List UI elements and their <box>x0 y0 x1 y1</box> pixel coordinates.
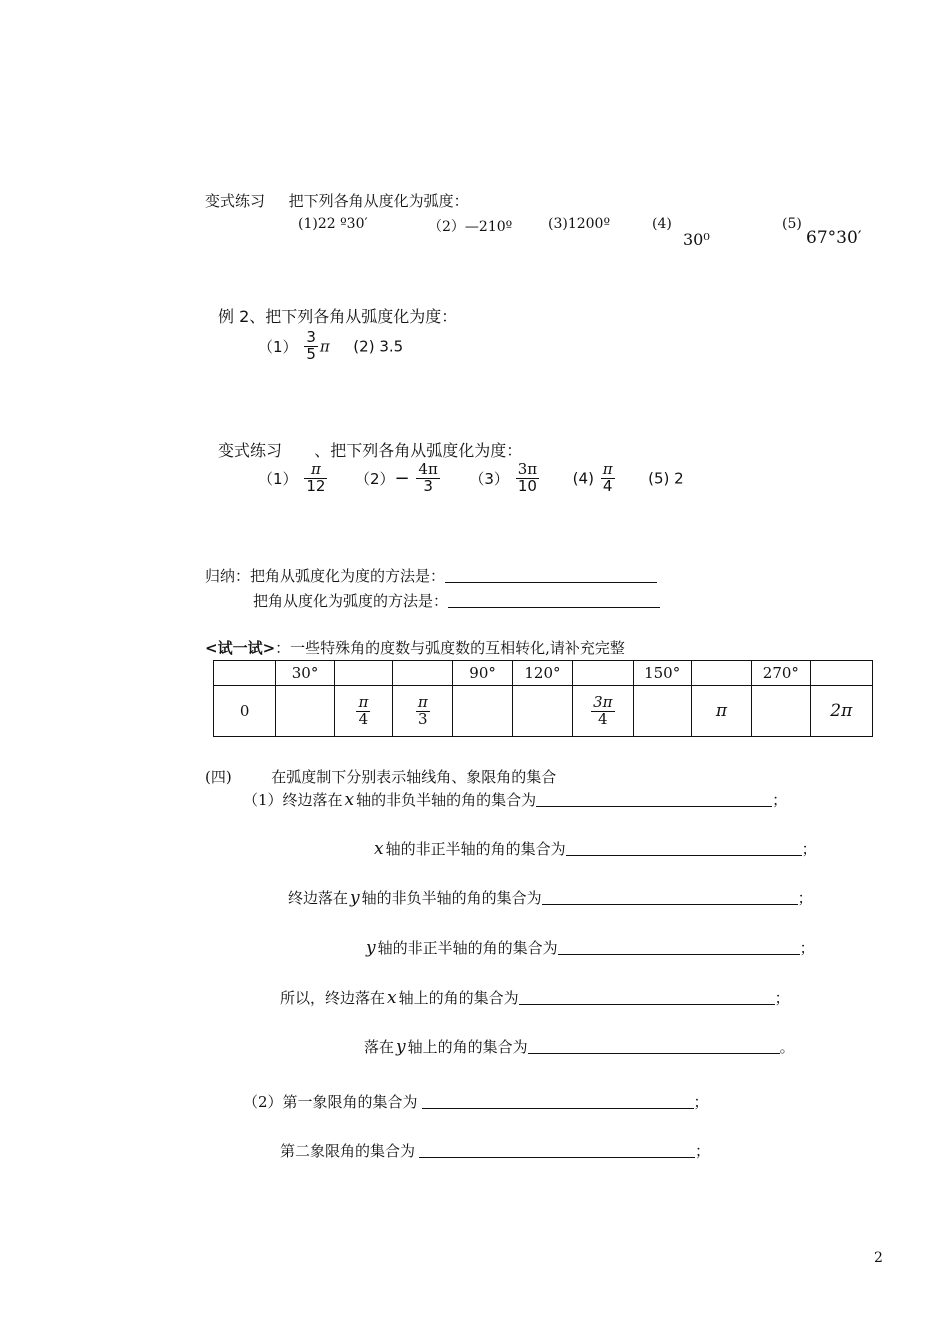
answer-blank[interactable] <box>419 1142 695 1158</box>
fraction-numerator: π <box>417 692 428 711</box>
radian-cell: π <box>691 686 751 737</box>
variant2-item1-fraction <box>304 462 327 495</box>
answer-blank[interactable] <box>448 592 660 608</box>
set-line <box>243 789 787 810</box>
answer-blank[interactable] <box>536 791 772 807</box>
set-line-end: 。 <box>779 1038 795 1056</box>
set-line-end: ； <box>693 1093 709 1111</box>
fraction-numerator: π <box>358 692 369 711</box>
fraction-denominator: 4 <box>602 476 613 495</box>
radian-row <box>214 686 873 737</box>
radian-fraction <box>416 692 430 728</box>
summary-text-2: 把角从度化为弧度的方法是： <box>253 592 449 610</box>
set-line <box>364 1036 795 1057</box>
degree-cell[interactable] <box>334 661 392 686</box>
variant2-item4-fraction <box>601 462 615 495</box>
variant2-instruction: 、把下列各角从弧度化为度： <box>314 441 523 460</box>
degree-cell: 120° <box>512 661 572 686</box>
watermark <box>498 286 523 307</box>
section4-subtitle: 在弧度制下分别表示轴线角、象限角的集合 <box>271 768 557 786</box>
answer-blank[interactable] <box>566 840 802 856</box>
degree-cell: 270° <box>752 661 810 686</box>
degree-cell[interactable] <box>691 661 751 686</box>
section4-title: (四) <box>205 768 232 786</box>
set-line-end: ； <box>799 939 815 957</box>
variant2-item3-label: （3） <box>469 469 509 488</box>
try-it-line <box>205 637 625 658</box>
fraction-numerator: π <box>602 460 613 478</box>
fraction-numerator: 4π <box>418 460 438 478</box>
minus-sign: − <box>394 467 410 489</box>
variant2-item3-fraction <box>516 462 539 495</box>
variant1-instruction: 把下列各角从度化为弧度： <box>288 192 469 210</box>
example2-items <box>258 330 403 363</box>
radian-fraction <box>591 692 614 728</box>
axis-variable: y <box>366 938 376 958</box>
radian-cell <box>334 686 392 737</box>
set-line <box>243 1091 709 1112</box>
answer-blank[interactable] <box>558 939 800 955</box>
set-line <box>280 987 790 1008</box>
variant2-item2-label: （2） <box>354 469 395 488</box>
variant2-items <box>258 462 684 495</box>
set-line-text: 轴的非负半轴的角的集合为 <box>361 889 542 907</box>
set-line-text: 轴的非正半轴的角的集合为 <box>385 840 566 858</box>
variant2-item2-fraction <box>416 462 439 495</box>
set-line-end: ； <box>774 989 790 1007</box>
degree-cell[interactable] <box>573 661 633 686</box>
degree-cell: 90° <box>453 661 512 686</box>
variant1-item-3: (3)1200º <box>548 216 611 232</box>
set-line <box>364 937 815 958</box>
set-line-end: ； <box>695 1142 711 1160</box>
axis-variable: y <box>350 888 360 908</box>
radian-cell[interactable] <box>752 686 810 737</box>
fraction-numerator: 3 <box>306 328 316 346</box>
degree-cell[interactable] <box>810 661 872 686</box>
summary-line-2 <box>253 590 660 611</box>
set-line-prefix: （1）终边落在 <box>243 791 343 809</box>
pi-symbol: π <box>319 337 330 356</box>
summary-line-1 <box>205 565 657 586</box>
fraction-numerator: 3π <box>593 692 613 711</box>
variant2-item1-label: （1） <box>258 469 298 488</box>
variant1-item-4-value: 30⁰ <box>683 230 710 249</box>
page-number: 2 <box>874 1250 883 1266</box>
degree-cell: 150° <box>633 661 691 686</box>
variant1-line <box>205 190 469 211</box>
section4-header <box>205 766 556 787</box>
fraction-numerator: π <box>304 462 327 479</box>
degree-cell: 30° <box>276 661 334 686</box>
radian-cell[interactable] <box>453 686 512 737</box>
variant1-heading: 变式练习 <box>205 192 266 210</box>
example2-heading: 例 2、把下列各角从弧度化为度： <box>218 307 458 326</box>
variant1-item-1: (1)22 º30′ <box>298 216 368 232</box>
radian-cell: 0 <box>214 686 276 737</box>
axis-variable: y <box>396 1037 406 1057</box>
set-line-prefix: （2）第一象限角的集合为 <box>243 1093 418 1111</box>
radian-cell[interactable] <box>512 686 572 737</box>
try-it-label: <试一试> <box>205 639 276 657</box>
set-line-text: 轴上的角的集合为 <box>407 1038 528 1056</box>
fraction-denominator: 10 <box>517 476 537 495</box>
answer-blank[interactable] <box>422 1093 694 1109</box>
example2-item1-label: （1） <box>258 337 298 356</box>
degree-cell[interactable] <box>393 661 453 686</box>
fraction-denominator: 5 <box>306 344 316 363</box>
set-line <box>288 887 813 908</box>
set-line-end: ； <box>801 840 817 858</box>
axis-variable: x <box>344 790 355 810</box>
set-line-end: ； <box>797 889 813 907</box>
radian-fraction <box>356 692 370 728</box>
radian-cell <box>393 686 453 737</box>
summary-text-1: 归纳：把角从弧度化为度的方法是： <box>205 567 446 585</box>
variant1-item-5-label: (5) <box>782 216 802 232</box>
set-line-prefix: 终边落在 <box>288 889 349 907</box>
example2-item2: (2) 3.5 <box>353 337 404 356</box>
degree-row <box>214 661 873 686</box>
radian-cell[interactable] <box>633 686 691 737</box>
answer-blank[interactable] <box>445 567 657 583</box>
fraction-denominator: 4 <box>358 709 369 728</box>
variant1-item-2: （2）—210º <box>428 219 513 235</box>
variant2-item4-label: (4) <box>572 469 594 488</box>
answer-blank[interactable] <box>528 1038 780 1054</box>
radian-cell: 2π <box>810 686 872 737</box>
set-line <box>372 838 817 859</box>
set-line <box>280 1140 710 1161</box>
set-line-text: 轴的非正半轴的角的集合为 <box>377 939 558 957</box>
variant1-item-5-value: 67°30′ <box>806 228 862 248</box>
set-line-prefix: 落在 <box>364 1038 395 1056</box>
set-line-text: 轴上的角的集合为 <box>398 989 519 1007</box>
answer-blank[interactable] <box>519 989 775 1005</box>
fraction-denominator: 12 <box>306 476 326 495</box>
fraction-denominator: 3 <box>423 476 433 495</box>
set-line-prefix: 第二象限角的集合为 <box>280 1142 416 1160</box>
example2-item1-fraction <box>304 330 318 363</box>
degree-cell[interactable] <box>214 661 276 686</box>
fraction-numerator: 3π <box>517 460 538 478</box>
set-line-text: 轴的非负半轴的角的集合为 <box>356 791 537 809</box>
answer-blank[interactable] <box>542 889 798 905</box>
fraction-denominator: 3 <box>417 709 428 728</box>
variant1-item-4-label: (4) <box>652 216 672 232</box>
radian-cell <box>573 686 633 737</box>
try-it-text: ：一些特殊角的度数与弧度数的互相转化,请补充完整 <box>275 639 625 657</box>
radian-cell[interactable] <box>276 686 334 737</box>
axis-variable: x <box>387 988 397 1008</box>
variant2-heading: 变式练习 <box>218 441 283 460</box>
variant2-item5: (5) 2 <box>648 469 684 488</box>
fraction-denominator: 4 <box>598 709 608 728</box>
angle-conversion-table <box>213 660 873 737</box>
set-line-end: ； <box>772 791 788 809</box>
set-line-prefix: 所以，终边落在 <box>280 989 386 1007</box>
axis-variable: x <box>374 839 384 859</box>
variant2-line <box>218 438 522 461</box>
